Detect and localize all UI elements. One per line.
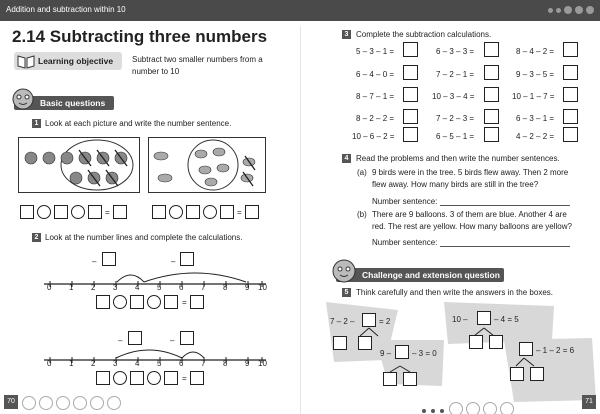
challenge-heading xyxy=(336,268,504,282)
nl1-ans-box-1[interactable] xyxy=(96,295,110,309)
q3-answer-box[interactable] xyxy=(403,127,418,142)
number-line-1 xyxy=(40,266,270,294)
nl1-ans-box-2[interactable] xyxy=(130,295,144,309)
nl1-ans-result[interactable] xyxy=(190,295,204,309)
q3-answer-box[interactable] xyxy=(403,65,418,80)
q1b-box-1[interactable] xyxy=(152,205,166,219)
q4a-answer-line[interactable] xyxy=(440,205,570,206)
section-title: Addition and subtraction within 10 xyxy=(6,5,126,14)
tick-4: 4 xyxy=(135,283,140,292)
squirrels-illustration xyxy=(19,138,139,192)
tick-10: 10 xyxy=(258,359,267,368)
q1a-equals: = xyxy=(105,208,110,217)
q3-eq: 9 – 3 – 5 = xyxy=(516,70,555,79)
q5-number: 5 xyxy=(342,288,351,297)
basic-questions-label: Basic questions xyxy=(40,98,106,108)
objective-line-2: number to 10 xyxy=(132,67,180,76)
tick-9: 9 xyxy=(245,359,250,368)
q3-eq: 10 – 3 – 4 = xyxy=(432,92,475,101)
tick-5: 5 xyxy=(157,359,162,368)
q1b-equals: = xyxy=(237,208,242,217)
q4b-sentence-label: Number sentence: xyxy=(372,238,438,247)
q3-answer-box[interactable] xyxy=(484,42,499,57)
q3-answer-box[interactable] xyxy=(403,87,418,102)
q4a-line-2: flew away. How many birds are still in the tree? xyxy=(372,180,539,189)
tick-2: 2 xyxy=(91,359,96,368)
q1b-box-2[interactable] xyxy=(186,205,200,219)
left-footer-dots xyxy=(22,396,121,414)
q3-instruction: Complete the subtraction calculations. xyxy=(356,30,492,39)
q1-instruction: Look at each picture and write the number sentence. xyxy=(45,119,232,128)
q3-eq: 6 – 5 – 1 = xyxy=(436,132,475,141)
nl2-ans-result[interactable] xyxy=(190,371,204,385)
tick-7: 7 xyxy=(201,359,206,368)
tick-1: 1 xyxy=(69,359,74,368)
q4a-sentence-label: Number sentence: xyxy=(372,197,438,206)
q3-eq: 6 – 3 – 1 = xyxy=(516,114,555,123)
nl1-ans-box-3[interactable] xyxy=(164,295,178,309)
mascot-icon xyxy=(330,256,358,284)
q4b-answer-line[interactable] xyxy=(440,246,570,247)
page-gutter xyxy=(300,26,301,414)
q3-eq: 8 – 7 – 1 = xyxy=(356,92,395,101)
q5p3-left: 9 – xyxy=(380,349,392,358)
nl1-ans-circle-1[interactable] xyxy=(113,295,127,309)
nl2-ans-circle-1[interactable] xyxy=(113,371,127,385)
squirrel-picture xyxy=(18,137,140,193)
q5p2-box[interactable] xyxy=(477,311,491,325)
nl2-equals: = xyxy=(182,374,187,383)
q4b-label: (b) xyxy=(357,210,367,219)
tick-6: 6 xyxy=(179,359,184,368)
q3-answer-box[interactable] xyxy=(484,109,499,124)
nl2-ans-box-3[interactable] xyxy=(164,371,178,385)
q1a-box-3[interactable] xyxy=(88,205,102,219)
q5p3-split-box-1[interactable] xyxy=(383,372,397,386)
section-header-bar xyxy=(0,0,600,21)
q1b-answer-box[interactable] xyxy=(245,205,259,219)
q5p4-right: – 1 – 2 = 6 xyxy=(536,346,575,355)
q3-answer-box[interactable] xyxy=(563,127,578,142)
nl1-equals: = xyxy=(182,298,187,307)
tick-3: 3 xyxy=(113,283,118,292)
q5p4-split-box-2[interactable] xyxy=(530,367,544,381)
q5p2-split-box-1[interactable] xyxy=(469,335,483,349)
q5p4-box[interactable] xyxy=(519,342,533,356)
nl2-ans-box-2[interactable] xyxy=(130,371,144,385)
q3-number: 3 xyxy=(342,30,351,39)
q3-answer-box[interactable] xyxy=(403,42,418,57)
q4b-line-1: There are 9 balloons. 3 of them are blue. Another 4 are xyxy=(372,210,567,219)
q5p3-split-box-2[interactable] xyxy=(403,372,417,386)
nl1-top-box-2[interactable] xyxy=(180,252,194,266)
q3-eq: 6 – 3 – 3 = xyxy=(436,47,475,56)
nl2-ans-box-1[interactable] xyxy=(96,371,110,385)
tick-0: 0 xyxy=(47,359,52,368)
tick-5: 5 xyxy=(157,283,162,292)
learning-objective-badge xyxy=(14,52,122,70)
q3-answer-box[interactable] xyxy=(563,109,578,124)
tick-8: 8 xyxy=(223,359,228,368)
q3-eq: 5 – 3 – 1 = xyxy=(356,47,395,56)
nl1-top-box-1[interactable] xyxy=(102,252,116,266)
nl2-minus-1: – xyxy=(118,336,123,345)
q1a-answer-box[interactable] xyxy=(113,205,127,219)
tick-7: 7 xyxy=(201,283,206,292)
q3-eq: 4 – 2 – 2 = xyxy=(516,132,555,141)
left-page-number: 70 xyxy=(4,395,18,409)
q3-eq: 7 – 2 – 3 = xyxy=(436,114,475,123)
q5p4-split-box-1[interactable] xyxy=(510,367,524,381)
q5-instruction: Think carefully and then write the answers in the boxes. xyxy=(356,288,553,297)
nl1-ans-circle-2[interactable] xyxy=(147,295,161,309)
right-footer-dots xyxy=(422,400,514,414)
learning-objective-label: Learning objective xyxy=(38,56,114,66)
birds-illustration xyxy=(149,138,265,192)
tick-3: 3 xyxy=(113,359,118,368)
q1a-box-1[interactable] xyxy=(20,205,34,219)
q2-instruction: Look at the number lines and complete the calculations. xyxy=(45,233,243,242)
q4-number: 4 xyxy=(342,154,351,163)
q3-answer-box[interactable] xyxy=(563,65,578,80)
q1-number: 1 xyxy=(32,119,41,128)
q5p1-left: 7 – 2 – xyxy=(330,317,355,326)
q2-number: 2 xyxy=(32,233,41,242)
q5p1-right: = 2 xyxy=(379,317,391,326)
q4b-line-2: red. The rest are yellow. How many balloons are yellow? xyxy=(372,222,572,231)
q5p1-split-box-2[interactable] xyxy=(358,336,372,350)
nl1-minus-2: – xyxy=(171,257,176,266)
q5p1-split-box-1[interactable] xyxy=(333,336,347,350)
nl2-minus-2: – xyxy=(170,336,175,345)
tick-10: 10 xyxy=(258,283,267,292)
q4a-label: (a) xyxy=(357,168,367,177)
q3-eq: 10 – 1 – 7 = xyxy=(512,92,555,101)
right-page-number: 71 xyxy=(582,395,596,409)
q1a-circle-2[interactable] xyxy=(71,205,85,219)
q3-answer-box[interactable] xyxy=(403,109,418,124)
q4-instruction: Read the problems and then write the number sentences. xyxy=(356,154,560,163)
q1a-circle-1[interactable] xyxy=(37,205,51,219)
q5p3-right: – 3 = 0 xyxy=(412,349,437,358)
q5p3-box[interactable] xyxy=(395,345,409,359)
q4a-line-1: 9 birds were in the tree. 5 birds flew away. Then 2 more xyxy=(372,168,569,177)
tick-8: 8 xyxy=(223,283,228,292)
nl1-minus-1: – xyxy=(92,257,97,266)
challenge-label: Challenge and extension question xyxy=(362,270,500,280)
q3-eq: 7 – 2 – 1 = xyxy=(436,70,475,79)
tick-0: 0 xyxy=(47,283,52,292)
mascot-icon xyxy=(10,85,36,111)
q3-answer-box[interactable] xyxy=(563,42,578,57)
q3-answer-box[interactable] xyxy=(484,65,499,80)
tick-4: 4 xyxy=(135,359,140,368)
bird-picture xyxy=(148,137,266,193)
tick-1: 1 xyxy=(69,283,74,292)
number-line-2 xyxy=(40,342,270,370)
tick-2: 2 xyxy=(91,283,96,292)
q3-eq: 6 – 4 – 0 = xyxy=(356,70,395,79)
q1b-circle-2[interactable] xyxy=(203,205,217,219)
q5p2-left: 10 – xyxy=(452,315,468,324)
q3-eq: 10 – 6 – 2 = xyxy=(352,132,395,141)
q5p2-split-box-2[interactable] xyxy=(489,335,503,349)
tick-9: 9 xyxy=(245,283,250,292)
q3-answer-box[interactable] xyxy=(563,87,578,102)
q3-answer-box[interactable] xyxy=(484,127,499,142)
nl2-ans-circle-2[interactable] xyxy=(147,371,161,385)
q1b-box-3[interactable] xyxy=(220,205,234,219)
objective-line-1: Subtract two smaller numbers from a xyxy=(132,55,263,64)
q3-answer-box[interactable] xyxy=(484,87,499,102)
decorative-dots xyxy=(545,6,594,16)
book-icon xyxy=(16,53,36,69)
q1a-box-2[interactable] xyxy=(54,205,68,219)
q3-eq: 8 – 2 – 2 = xyxy=(356,114,395,123)
page-title: 2.14 Subtracting three numbers xyxy=(12,27,268,46)
q3-eq: 8 – 4 – 2 = xyxy=(516,47,555,56)
tick-6: 6 xyxy=(179,283,184,292)
q5p2-right: – 4 = 5 xyxy=(494,315,519,324)
q1b-circle-1[interactable] xyxy=(169,205,183,219)
q5p1-box[interactable] xyxy=(362,313,376,327)
